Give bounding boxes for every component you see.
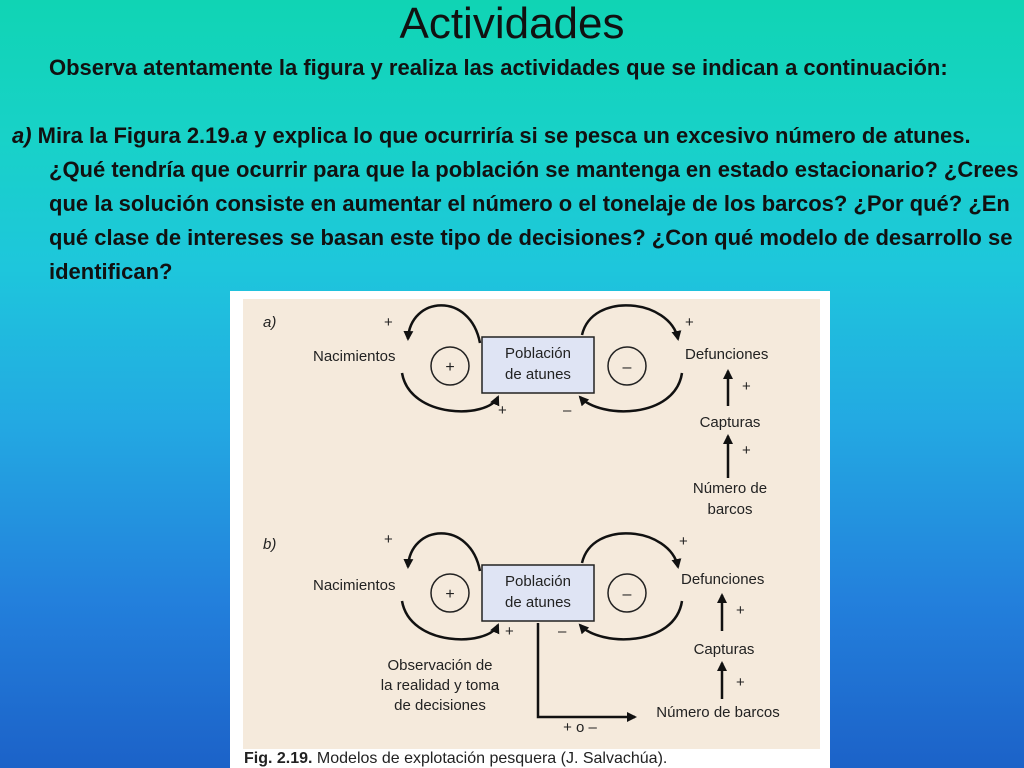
- slide-title: Actividades: [399, 0, 625, 48]
- panel-b-sign-boats-plus: +: [736, 674, 745, 691]
- panel-a-sign-deaths-population-minus: –: [563, 402, 572, 419]
- panel-b-negative-loop-sign: –: [622, 586, 632, 603]
- panel-a-sign-deaths-plus: +: [685, 314, 694, 331]
- question-text-part1: Mira la Figura 2.19.: [31, 123, 236, 148]
- panel-a-sign-boats-plus: +: [742, 442, 751, 459]
- panel-b-population-to-boats-arrow: [538, 623, 635, 717]
- panel-a-sign-births-plus: +: [384, 314, 393, 331]
- figure-caption: [244, 750, 667, 768]
- panel-b-observation-line2: la realidad y toma: [380, 677, 500, 694]
- panel-a-catches-label: Capturas: [699, 414, 761, 431]
- panel-b-positive-loop-sign: +: [445, 586, 455, 603]
- panel-a-label: a): [263, 314, 277, 331]
- panel-b-sign-births-plus: +: [384, 531, 393, 548]
- panel-a-deaths-to-population-arrow: [580, 373, 682, 411]
- panel-b-label: b): [263, 536, 277, 553]
- panel-b-sign-catches-plus: +: [736, 602, 745, 619]
- question-a: [12, 119, 1022, 289]
- panel-a-population-line2: de atunes: [505, 366, 571, 383]
- panel-b-births-label: Nacimientos: [313, 577, 396, 594]
- panel-b-catches-label: Capturas: [693, 641, 755, 658]
- panel-a-population-to-births-arrow: [408, 305, 480, 343]
- panel-a-sign-catches-plus: +: [742, 378, 751, 395]
- figure-caption-label: Fig. 2.19.: [244, 750, 313, 767]
- panel-b-observation-line3: de decisiones: [394, 697, 486, 714]
- fishery-diagram: [230, 291, 830, 768]
- panel-b-sign-deaths-population-minus: –: [558, 623, 567, 640]
- panel-a-sign-births-population-plus: +: [498, 402, 507, 419]
- figure-caption-text: Modelos de explotación pesquera (J. Salvachúa).: [312, 750, 668, 767]
- question-text-part2: y explica lo que ocurriría si se pesca un excesivo número de atunes. ¿Qué tendría que ocurrir para que la población se mantenga en estado estacionario? ¿Crees que la solución consiste en aumentar el número o el tonelaje de los barcos? ¿Por qué? ¿En qué clase de intereses se basan este tipo de decisiones? ¿Con qué modelo de desarrollo se identifican?: [49, 123, 1019, 284]
- panel-b-boats-label: Número de barcos: [656, 704, 780, 721]
- panel-b-population-line1: Población: [505, 573, 571, 590]
- panel-b-observation-line1: Observación de: [387, 657, 493, 674]
- panel-a-deaths-label: Defunciones: [685, 346, 769, 363]
- panel-b-sign-deaths-plus: +: [679, 533, 688, 550]
- question-fig-letter: a: [235, 123, 248, 148]
- panel-a-negative-loop-sign: –: [622, 359, 632, 376]
- panel-a-positive-loop-sign: +: [445, 359, 455, 376]
- intro-text: Observa atentamente la figura y realiza las actividades que se indican a continuación:: [49, 55, 948, 80]
- question-label: a): [12, 123, 32, 148]
- panel-b-deaths-to-population-arrow: [580, 601, 682, 639]
- panel-a-births-label: Nacimientos: [313, 348, 396, 365]
- panel-b-link-sign: + o –: [563, 719, 597, 736]
- panel-a-population-line1: Población: [505, 345, 571, 362]
- panel-a-boats-line2: barcos: [707, 501, 753, 518]
- panel-a-population-to-deaths-arrow: [582, 305, 678, 339]
- panel-a-boats-line1: Número de: [692, 480, 768, 497]
- panel-b-sign-births-population-plus: +: [505, 623, 514, 640]
- panel-b-population-to-deaths-arrow: [582, 533, 678, 567]
- panel-b-population-line2: de atunes: [505, 594, 571, 611]
- panel-b-deaths-label: Defunciones: [681, 571, 765, 588]
- figure-2-19: [230, 291, 830, 768]
- panel-b-population-to-births-arrow: [408, 533, 480, 571]
